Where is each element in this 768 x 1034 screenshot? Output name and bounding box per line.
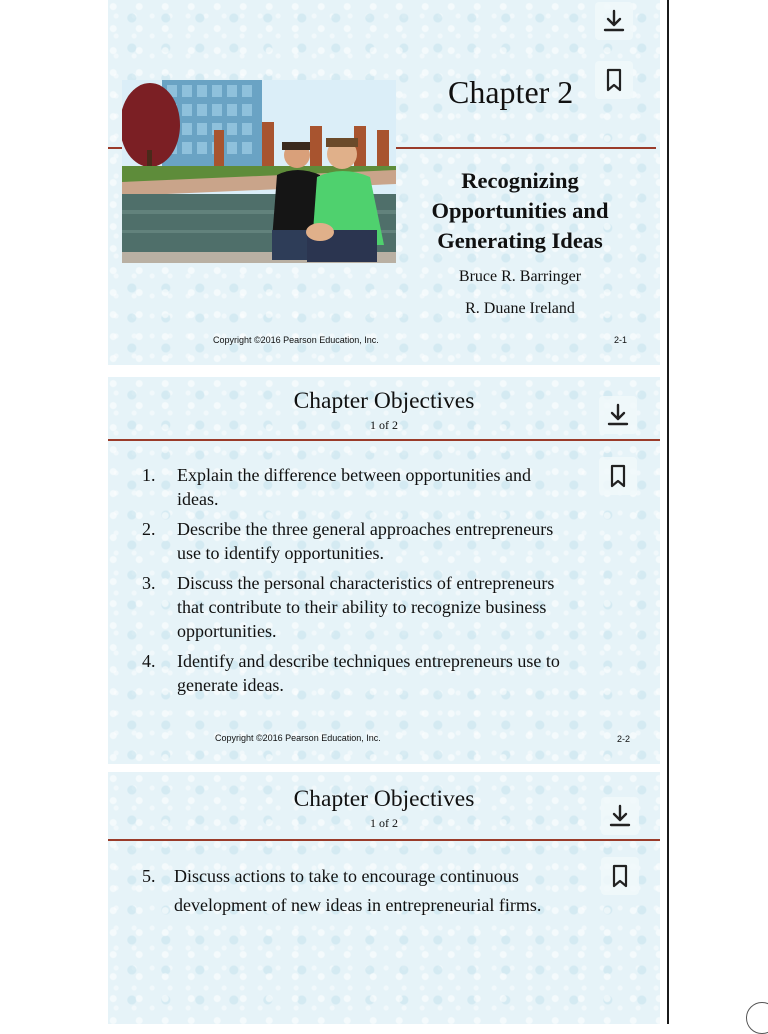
list-item <box>142 649 642 697</box>
photo-illustration <box>122 80 396 263</box>
slide-title <box>400 166 640 256</box>
list-item-text: Discuss the personal characteristics of entrepreneurs <box>177 573 555 593</box>
list-item <box>142 517 642 565</box>
list-item-text: development of new ideas in entrepreneurial firms. <box>174 895 542 915</box>
slide-title-line: Opportunities and <box>431 198 609 223</box>
list-item-text: generate ideas. <box>177 675 284 695</box>
download-button[interactable] <box>601 797 639 835</box>
slide-number: 2-2 <box>617 734 631 744</box>
bookmark-button[interactable] <box>595 61 633 99</box>
bookmark-icon <box>604 462 632 490</box>
scroll-corner <box>746 1002 768 1034</box>
slide-title-line: Generating Ideas <box>437 228 603 253</box>
list-item-text: Discuss actions to take to encourage continuous <box>174 866 519 886</box>
list-item <box>142 862 642 920</box>
heading-rule <box>108 439 660 441</box>
list-item-text: ideas. <box>177 489 219 509</box>
download-icon <box>600 7 628 35</box>
list-item-text: opportunities. <box>177 621 277 641</box>
viewer-edge <box>667 0 669 1024</box>
bookmark-button[interactable] <box>601 857 639 895</box>
slide-2-3 <box>108 772 660 1024</box>
list-item-number: 2. <box>142 519 156 539</box>
list-item-text: Explain the difference between opportunities and <box>177 465 532 485</box>
slide-subheading: 1 of 2 <box>370 418 398 432</box>
download-button[interactable] <box>595 2 633 40</box>
author-name: R. Duane Ireland <box>465 300 575 317</box>
bookmark-icon <box>606 862 634 890</box>
copyright-notice: Copyright ©2016 Pearson Education, Inc. <box>213 335 379 345</box>
list-item <box>142 463 642 511</box>
download-icon <box>604 401 632 429</box>
list-item-number: 5. <box>142 866 156 886</box>
objectives-list <box>142 463 642 697</box>
list-item <box>142 571 642 643</box>
author-name: Bruce R. Barringer <box>458 268 582 285</box>
list-item-text: that contribute to their ability to recognize business <box>177 597 547 617</box>
copyright-notice: Copyright ©2016 Pearson Education, Inc. <box>215 733 381 743</box>
slide-number: 2-1 <box>614 335 628 345</box>
slide-heading: Chapter Objectives <box>293 388 475 414</box>
slide-subheading: 1 of 2 <box>370 816 398 830</box>
slide-title-line: Recognizing <box>461 168 579 193</box>
objectives-list <box>142 862 642 920</box>
slide-2-2 <box>108 377 660 764</box>
title-rule-left <box>108 147 122 149</box>
list-item-text: Describe the three general approaches entrepreneurs <box>177 519 554 539</box>
list-item-text: use to identify opportunities. <box>177 543 384 563</box>
bookmark-button[interactable] <box>599 457 637 495</box>
heading-rule <box>108 839 660 841</box>
list-item-number: 4. <box>142 651 156 671</box>
bookmark-icon <box>600 66 628 94</box>
chapter-title: Chapter 2 <box>448 74 574 110</box>
list-item-number: 3. <box>142 573 156 593</box>
title-rule-right <box>396 147 656 149</box>
list-item-text: Identify and describe techniques entrepreneurs use to <box>177 651 560 671</box>
download-button[interactable] <box>599 396 637 434</box>
list-item-number: 1. <box>142 465 156 485</box>
download-icon <box>606 802 634 830</box>
slide-photo <box>122 80 396 263</box>
slide-heading: Chapter Objectives <box>293 786 475 812</box>
slide-2-1 <box>108 0 660 365</box>
